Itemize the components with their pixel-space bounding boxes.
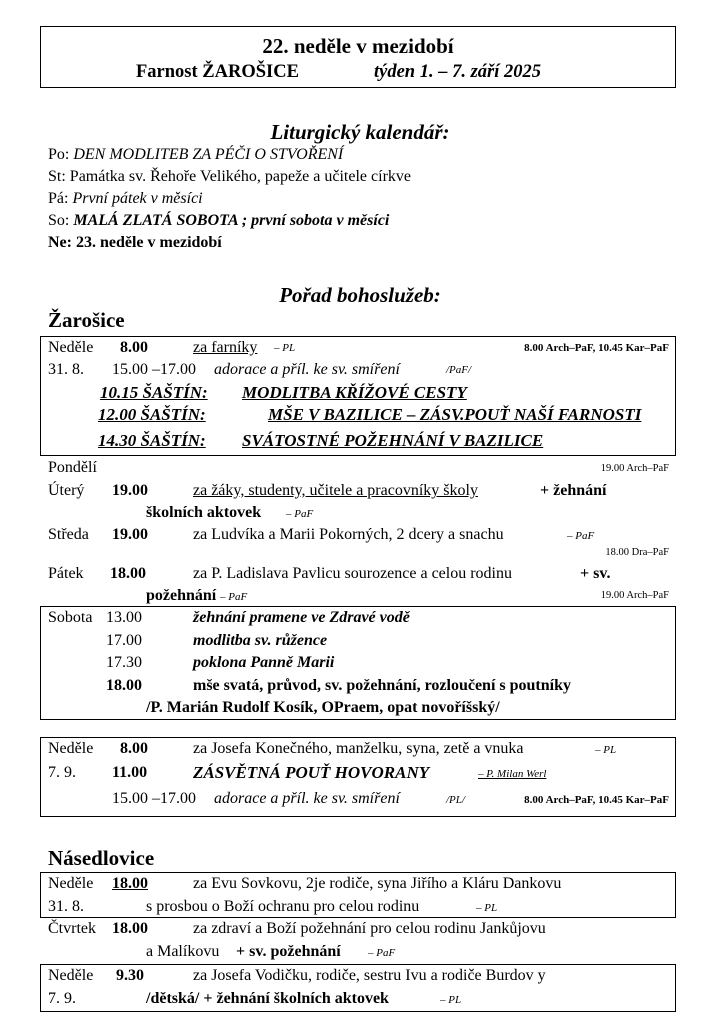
nas-sun1-date: 31. 8. <box>48 898 84 915</box>
sastin-event-2-text: MŠE V BAZILICE – ZÁSV.POUŤ NAŠÍ FARNOSTI <box>268 405 642 424</box>
sun2-adoration-text: adorace a příl. ke sv. smíření <box>214 790 400 807</box>
calendar-day-text: MALÁ ZLATÁ SOBOTA ; první sobota v měsíci <box>73 212 390 229</box>
sun1-adoration-time: 15.00 –17.00 <box>112 361 196 378</box>
nas-thu-priest: – PaF <box>368 947 396 959</box>
sat-item-3: poklona Panně Marii <box>193 654 335 671</box>
sat-item-4: mše svatá, průvod, sv. požehnání, rozloučení s poutníky <box>193 677 571 694</box>
place-nasedlovice: Násedlovice <box>48 846 155 870</box>
fri-day: Pátek <box>48 565 84 582</box>
sun2-day: Neděle <box>48 740 94 757</box>
other-masses-text: 8.00 Arch–PaF, 10.45 Kar–PaF <box>524 342 669 354</box>
tue-priest: – PaF <box>286 508 314 520</box>
nas-sun1-line2: s prosbou o Boží ochranu pro celou rodinu <box>146 898 420 915</box>
sun1-time: 8.00 <box>120 339 148 356</box>
calendar-day-label: St: <box>48 168 66 185</box>
sun2-adoration-time: 15.00 –17.00 <box>112 790 196 807</box>
nas-sun2-priest: – PL <box>440 994 462 1006</box>
wed-intention: za Ludvíka a Marii Pokorných, 2 dcery a snachu <box>193 526 504 543</box>
sat-day: Sobota <box>48 609 93 626</box>
fri-intention: za P. Ladislava Pavlicu sourozence a celou rodinu <box>193 565 512 582</box>
wed-day: Středa <box>48 526 89 543</box>
sun1-date: 31. 8. <box>48 361 84 378</box>
sat-time-4: 18.00 <box>106 677 142 694</box>
mon-right: 19.00 Arch–PaF <box>600 463 669 474</box>
nas-thu-time: 18.00 <box>112 920 148 937</box>
sun1-day: Neděle <box>48 339 94 356</box>
nas-sun2-line2: /dětská/ + žehnání školních aktovek <box>146 990 389 1007</box>
sastin-event-3-text: SVÁTOSTNÉ POŽEHNÁNÍ V BAZILICE <box>242 431 544 450</box>
calendar-row-fri <box>48 190 203 208</box>
parish-name: Farnost ŽAROŠICE <box>136 62 299 82</box>
sun2-priest: – PL <box>595 744 617 756</box>
sastin-event-2-time: 12.00 ŠAŠTÍN: <box>98 405 206 424</box>
sun1-priest: – PL <box>274 342 296 354</box>
calendar-day-text: Památka sv. Řehoře Velikého, papeže a učitele církve <box>69 168 411 185</box>
nas-thu-plus: + sv. požehnání <box>236 943 341 960</box>
calendar-day-text: První pátek v měsíci <box>72 190 203 207</box>
calendar-row-mon <box>48 146 343 164</box>
page-title: 22. neděle v mezidobí <box>262 34 454 58</box>
wed-right: 18.00 Dra–PaF <box>605 547 669 558</box>
sun2-adoration-priest: /PL/ <box>446 794 465 806</box>
sun2-date: 7. 9. <box>48 764 76 781</box>
nas-thu-intention: za zdraví a Boží požehnání pro celou rodinu Jankůjovu <box>193 920 546 937</box>
nas-sun2-time: 9.30 <box>116 967 144 984</box>
nas-sun2-date: 7. 9. <box>48 990 76 1007</box>
sun2-time2: 11.00 <box>112 764 148 781</box>
sun2-intention2: ZÁSVĚTNÁ POUŤ HOVORANY <box>193 763 430 782</box>
week-range: týden 1. – 7. září 2025 <box>374 62 542 82</box>
fri-right: 19.00 Arch–PaF <box>600 590 669 601</box>
fri-plus: + sv. <box>580 565 611 582</box>
tue-day: Úterý <box>48 482 85 499</box>
calendar-row-sun <box>48 234 222 252</box>
mon-day: Pondělí <box>48 459 97 476</box>
sun2-time: 8.00 <box>120 740 148 757</box>
calendar-day-label: Ne: <box>48 234 72 251</box>
services-heading: Pořad bohoslužeb: <box>279 283 441 307</box>
sat-item-1: žehnání pramene ve Zdravé vodě <box>193 609 410 626</box>
sun1-other-masses <box>524 342 669 354</box>
sat-time-1: 13.00 <box>106 609 142 626</box>
wed-time: 19.00 <box>112 526 148 543</box>
calendar-row-wed <box>48 168 411 186</box>
calendar-row-sat <box>48 212 389 230</box>
nas-sun1-priest: – PL <box>476 902 498 914</box>
calendar-day-text: DEN MODLITEB ZA PÉČI O STVOŘENÍ <box>73 146 344 163</box>
place-zarosice: Žarošice <box>48 308 125 332</box>
tue-time: 19.00 <box>112 482 148 499</box>
sat-time-3: 17.30 <box>106 654 142 671</box>
sun1-adoration-text: adorace a příl. ke sv. smíření <box>214 361 400 378</box>
sun2-priest2: – P. Milan Werl <box>478 768 547 780</box>
fri-priest: – PaF <box>220 591 248 603</box>
tue-plus: + žehnání <box>540 482 607 499</box>
nas-sun2-intention: za Josefa Vodičku, rodiče, sestru Ivu a rodiče Burdov y <box>193 967 546 984</box>
sat-celebrant: /P. Marián Rudolf Kosík, OPraem, opat novoříšský/ <box>146 699 500 716</box>
sun1-intention: za farníky <box>193 339 258 356</box>
calendar-day-text: 23. neděle v mezidobí <box>75 234 222 251</box>
calendar-day-label: So: <box>48 212 70 229</box>
nas-sun1-day: Neděle <box>48 875 94 892</box>
nas-sun1-intention: za Evu Sovkovu, 2je rodiče, syna Jiřího a Kláru Dankovu <box>193 875 562 892</box>
sastin-event-3-time: 14.30 ŠAŠTÍN: <box>98 431 206 450</box>
calendar-heading: Liturgický kalendář: <box>270 120 450 144</box>
tue-line2: školních aktovek <box>146 504 262 521</box>
sat-time-2: 17.00 <box>106 632 142 649</box>
nas-sun1-time: 18.00 <box>112 875 148 892</box>
nas-thu-day: Čtvrtek <box>48 920 96 937</box>
calendar-day-label: Pá: <box>48 190 69 207</box>
nas-thu-line2: a Malíkovu <box>146 943 220 960</box>
wed-priest: – PaF <box>567 530 595 542</box>
sun1-adoration-priest: /PaF/ <box>446 364 472 376</box>
calendar-day-label: Po: <box>48 146 70 163</box>
fri-line2: požehnání <box>146 587 217 604</box>
sastin-event-1-text: MODLITBA KŘÍŽOVÉ CESTY <box>242 383 467 402</box>
sun2-intention: za Josefa Konečného, manželku, syna, zetě a vnuka <box>193 740 524 757</box>
tue-intention: za žáky, studenty, učitele a pracovníky školy <box>193 482 478 499</box>
sastin-event-1-time: 10.15 ŠAŠTÍN: <box>100 383 208 402</box>
fri-time: 18.00 <box>110 565 146 582</box>
sun2-other-masses: 8.00 Arch–PaF, 10.45 Kar–PaF <box>524 794 669 806</box>
nas-sun2-day: Neděle <box>48 967 94 984</box>
sat-item-2: modlitba sv. růžence <box>193 632 328 649</box>
